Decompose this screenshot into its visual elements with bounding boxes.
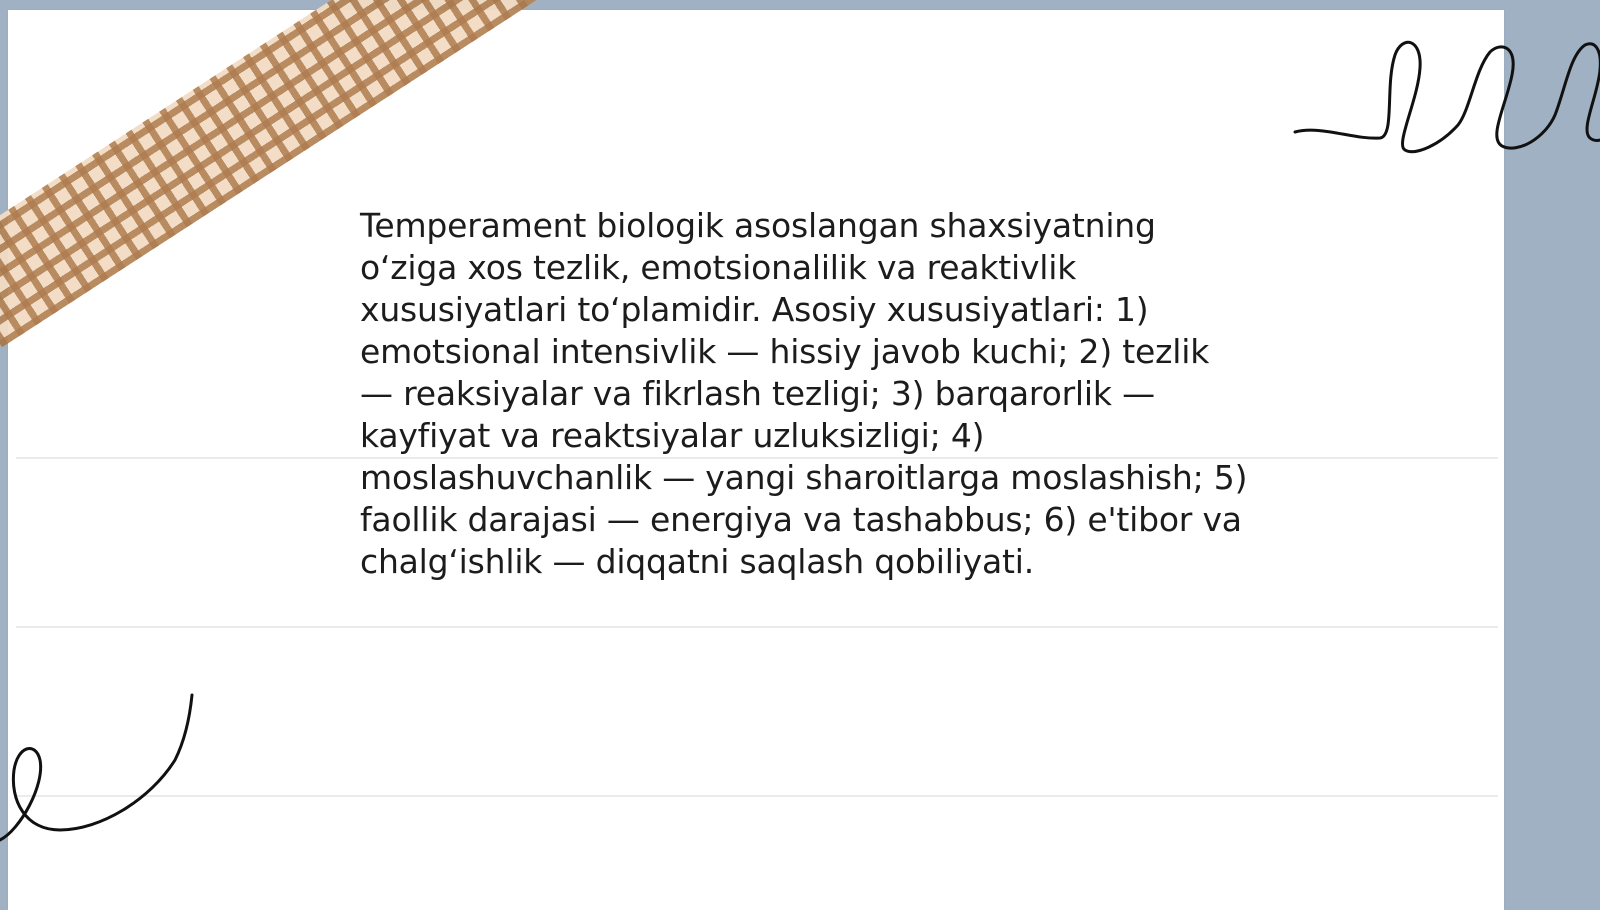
swirl-doodle-icon [1290,30,1600,170]
check-doodle-icon [0,690,210,860]
paper-rule-line [16,795,1498,797]
body-text: Temperament biologik asoslangan shaxsiyatning o‘ziga xos tezlik, emotsionalilik va reaktivlik xususiyatlari to‘plamidir. Asosiy xususiyatlari: 1) emotsional intensivlik — hissiy javob kuchi; 2) tezlik — reaksiyalar va fikrlash tezligi; 3) barqarorlik — kayfiyat va reaktsiyalar uzluksizligi; 4) moslashuvchanlik — yangi sharoitlarga moslashish; 5) faollik darajasi — energiya va tashabbus; 6) e'tibor va chalg‘ishlik — diqqatni saqlash qobiliyati. [360,206,1248,581]
paper-rule-line [16,626,1498,628]
